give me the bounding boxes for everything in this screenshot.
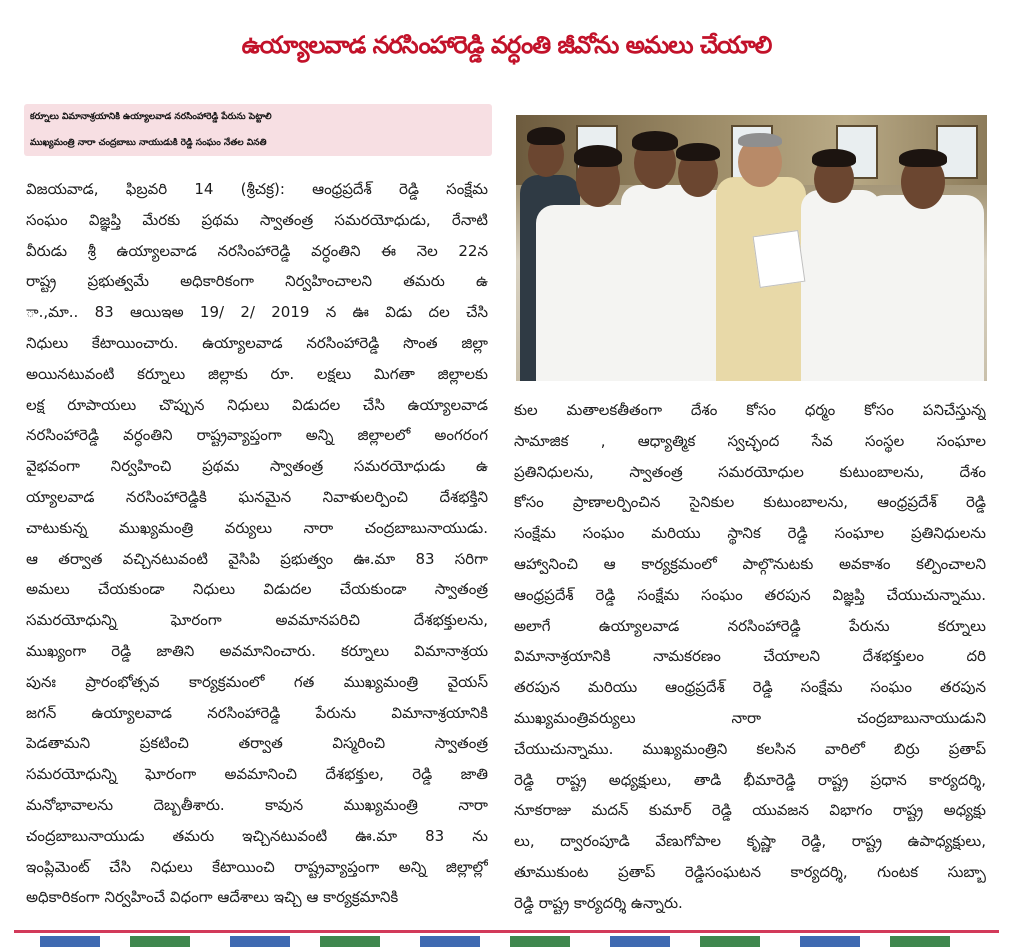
article-right-column <box>514 395 986 919</box>
article-line: తరపున మరియు ఆంధ్రప్రదేశ్ రెడ్డి సంక్షేమ సంఘం తరపున <box>514 678 986 697</box>
headline: ఉయ్యాలవాడ నరసింహారెడ్డి వర్ధంతి జీవోను అమలు చేయాలి <box>241 31 772 59</box>
article-line: య్యాలవాడ నరసింహారెడ్డికి ఘనమైన నివాళులర్పించి దేశభక్తిని <box>26 487 488 506</box>
article-line: సంక్షేమ సంఘం మరియు స్థానిక రెడ్డి సంఘాల ప్రతినిధులను <box>514 524 986 543</box>
article-line: చేయుచున్నాము. ముఖ్యమంత్రిని కలసిన వారిలో బిర్రు ప్రతాప్ <box>514 739 986 758</box>
article-line: రెడ్డి రాష్ట్ర కార్యదర్శి ఉన్నారు. <box>514 893 683 912</box>
article-line: ముఖ్యమంత్రివర్యులు నారా చంద్రబాబునాయుడుని <box>514 708 986 727</box>
next-headline-strip <box>40 936 970 947</box>
article-line: ఆ తర్వాత వచ్చినటువంటి వైసిపి ప్రభుత్వం ఊ.మా 83 సరిగా <box>26 549 488 568</box>
article-line: సమరయోధున్ని ఘోరంగా అవమానపరిచి దేశభక్తులను, <box>26 611 488 630</box>
article-left-column <box>26 174 488 913</box>
article-line: విమానాశ్రయానికి నామకరణం చేయాలని దేశభక్తులం దరి <box>514 647 986 666</box>
news-photo <box>516 115 987 381</box>
article-line: ఆంధ్రప్రదేశ్ రెడ్డి సంక్షేమ సంఘం తరపున విజ్ఞప్తి చేయుచున్నాము. <box>514 585 986 604</box>
article-line: ముఖ్యంగా రెడ్డి జాతిని అవమానించారు. కర్నూలు విమానాశ్రయ <box>26 641 488 660</box>
article-line: నూకరాజు మదన్ కుమార్ రెడ్డి యువజన విభాగం రాష్ట్ర అధ్యక్షు <box>514 801 986 820</box>
article-line: సంఘం విజ్ఞప్తి మేరకు ప్రథమ స్వాతంత్ర సమరయోధుడు, రేనాటి <box>26 210 488 229</box>
article-line: రాష్ట్ర ప్రభుత్వమే అధికారికంగా నిర్వహించాలని తమరు ఉ <box>26 272 488 291</box>
article-line: వీరుడు శ్రీ ఉయ్యాలవాడ నరసింహారెడ్డి వర్ధంతిని ఈ నెల 22న <box>26 241 488 260</box>
article-line: నిధులు కేటాయించారు. ఉయ్యాలవాడ నరసింహారెడ్డి సొంత జిల్లా <box>26 333 488 352</box>
article-line: ఇంప్లిమెంట్ చేసి నిధులు కేటాయించి రాష్ట్రవ్యాప్తంగా అన్ని జిల్లాల్లో <box>26 857 488 876</box>
subheadline-box <box>24 104 492 156</box>
article-line: నరసింహారెడ్డి వర్ధంతిని రాష్ట్రవ్యాప్తంగా అన్ని జిల్లాలలో అంగరంగ <box>26 426 488 445</box>
article-line: తూముకుంట ప్రతాప్ రెడ్డిసంఘటన కార్యదర్శి, గుంటక సుబ్బా <box>514 862 986 881</box>
article-line: సామాజిక , ఆధ్యాత్మిక స్వచ్ఛంద సేవ సంస్థల సంఘాల <box>514 431 986 450</box>
photo-memorandum-paper <box>753 230 806 288</box>
article-line: అలాగే ఉయ్యాలవాడ నరసింహారెడ్డి పేరును కర్నూలు <box>514 616 986 635</box>
article-line: ఆహ్వానించి ఆ కార్యక్రమంలో పాల్గొనుటకు అవకాశం కల్పించాలని <box>514 554 986 573</box>
article-line: ప్రతినిధులను, స్వాతంత్ర సమరయోధుల కుటుంబాలను, దేశం <box>514 462 986 481</box>
article-line: ా.,మా.. 83 ఆయిఇఅ 19/ 2/ 2019 న ఊ విడు దల చేసి <box>26 303 488 322</box>
article-line: జగన్ ఉయ్యాలవాడ నరసింహారెడ్డి పేరును విమానాశ్రయానికి <box>26 703 488 722</box>
article-line: కుల మతాలకతీతంగా దేశం కోసం ధర్మం కోసం పనిచేస్తున్న <box>514 401 986 419</box>
article-line: సమరయోధున్ని ఘోరంగా అవమానించి దేశభక్తుల, రెడ్డి జాతి <box>26 765 488 784</box>
article-line: అధికారికంగా నిర్వహించే విధంగా ఆదేశాలు ఇచ్చి ఆ కార్యక్రమానికి <box>26 888 399 907</box>
article-line: లక్ష రూపాయలు చొప్పున నిధులు విడుదల చేసి ఉయ్యాలవాడ <box>26 395 488 414</box>
article-line: మనోభావాలను దెబ్బతీశారు. కావున ముఖ్యమంత్రి నారా <box>26 795 488 814</box>
article-line: పునః ప్రారంభోత్సవ కార్యక్రమంలో గత ముఖ్యమంత్రి వైయస్ <box>26 672 488 691</box>
article-line: కోసం ప్రాణాలర్పించిన సైనికుల కుటుంబాలను, ఆంధ్రప్రదేశ్ రెడ్డి <box>514 493 986 512</box>
article-line: లు, ద్వారంపూడి వేణుగోపాల కృష్ణా రెడ్డి, రాష్ట్ర ఉపాధ్యక్షులు, <box>514 832 986 851</box>
article-line: చాటుకున్న ముఖ్యమంత్రి వర్యులు నారా చంద్రబాబునాయుడు. <box>26 518 488 537</box>
subheadline-line-2: ముఖ్యమంత్రి నారా చంద్రబాబు నాయుడుకి రెడ్డి సంఘం నేతల వినతి <box>30 138 267 148</box>
article-line: చంద్రబాబునాయుడు తమరు ఇచ్చినటువంటి ఊ.మా 83 ను <box>26 826 488 845</box>
article-line: రెడ్డి రాష్ట్ర అధ్యక్షులు, తాడి భీమారెడ్డి రాష్ట్ర ప్రధాన కార్యదర్శి, <box>514 770 986 789</box>
bottom-divider <box>14 930 999 933</box>
article-line: అయినటువంటి కర్నూలు జిల్లాకు రూ. లక్షలు మిగతా జిల్లాలకు <box>26 364 488 383</box>
article-line: వైభవంగా నిర్వహించి ప్రథమ స్వాతంత్ర సమరయోధుడు ఉ <box>26 457 488 476</box>
article-line: పెడతామని ప్రకటించి తర్వాత విస్మరించి స్వాతంత్ర <box>26 734 488 753</box>
article-line: అమలు చేయకుండా నిధులు విడుదల చేయకుండా స్వాతంత్ర <box>26 580 488 599</box>
article-line: విజయవాడ, ఫిబ్రవరి 14 (శ్రీచక్ర): ఆంధ్రప్రదేశ్ రెడ్డి సంక్షేమ <box>26 180 488 198</box>
subheadline-line-1: కర్నూలు విమానాశ్రయానికి ఉయ్యాలవాడ నరసింహారెడ్డి పేరును పెట్టాలి <box>30 112 272 122</box>
